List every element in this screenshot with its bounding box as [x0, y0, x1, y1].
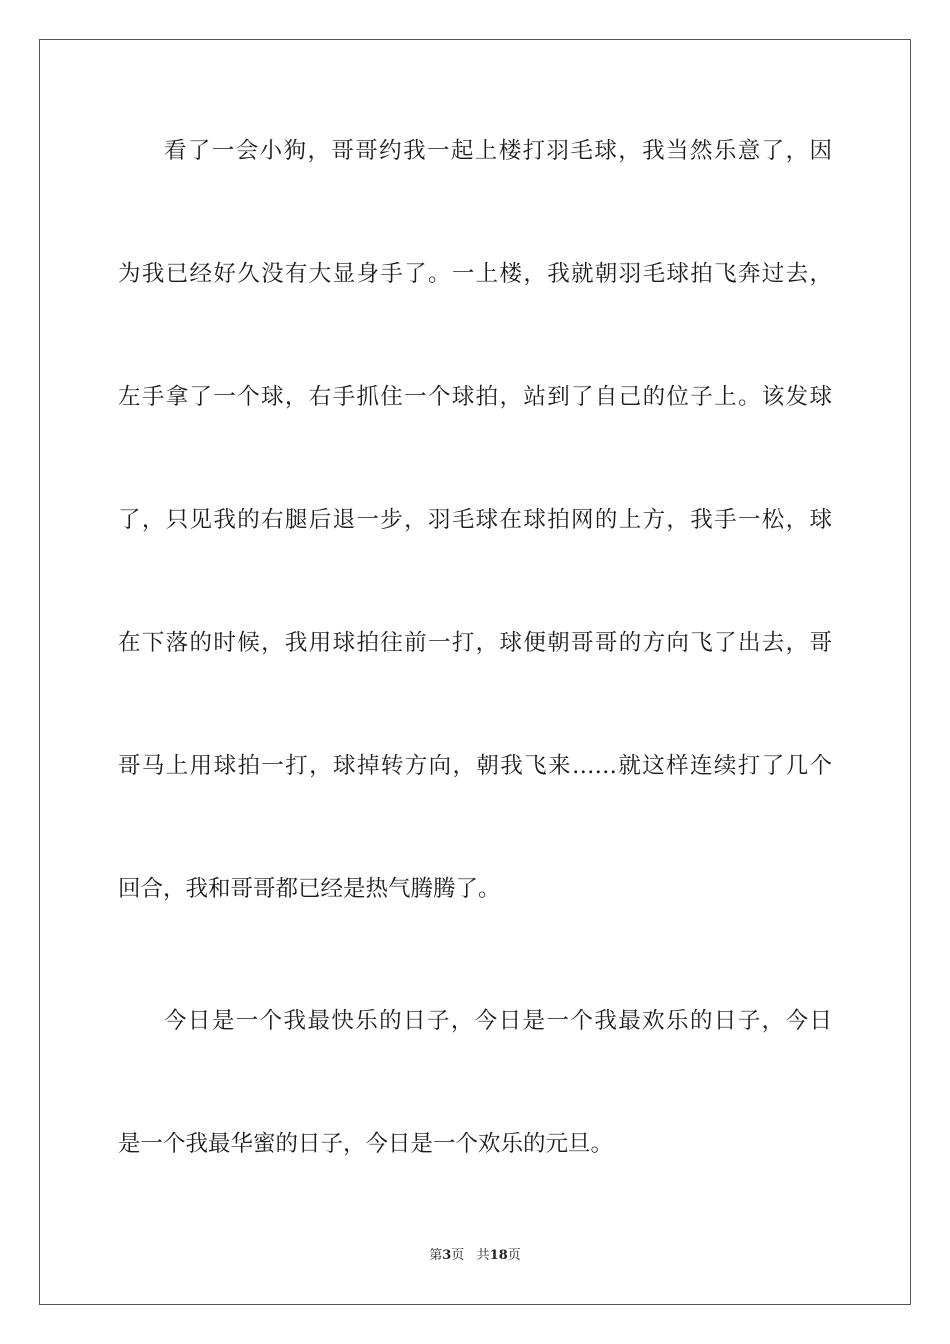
paragraph-1-line-6: 哥马上用球拍一打，球掉转方向，朝我飞来……就这样连续打了几个 — [118, 753, 832, 779]
total-prefix: 共 — [476, 1248, 490, 1263]
total-pages: 18 — [489, 1248, 508, 1263]
total-suffix: 页 — [507, 1248, 521, 1263]
paragraph-2-line-2: 是一个我最华蜜的日子，今日是一个欢乐的元旦。 — [118, 1131, 614, 1157]
paragraph-1-line-1: 看了一会小狗，哥哥约我一起上楼打羽毛球，我当然乐意了，因 — [164, 138, 832, 164]
paragraph-1-line-4: 了，只见我的右腿后退一步，羽毛球在球拍网的上方，我手一松，球 — [118, 507, 832, 533]
page-number: 3 — [442, 1248, 452, 1263]
page-suffix: 页 — [451, 1248, 465, 1263]
paragraph-1-line-7: 回合，我和哥哥都已经是热气腾腾了。 — [118, 876, 501, 902]
page-footer — [0, 1247, 950, 1265]
paragraph-1-line-3: 左手拿了一个球，右手抓住一个球拍，站到了自己的位子上。该发球 — [118, 384, 832, 410]
paragraph-1-line-2: 为我已经好久没有大显身手了。一上楼，我就朝羽毛球拍飞奔过去， — [118, 261, 832, 287]
page-prefix: 第 — [429, 1248, 443, 1263]
paragraph-1-line-5: 在下落的时候，我用球拍往前一打，球便朝哥哥的方向飞了出去，哥 — [118, 630, 832, 656]
page-border — [39, 39, 911, 1305]
paragraph-2-line-1: 今日是一个我最快乐的日子，今日是一个我最欢乐的日子，今日 — [164, 1008, 832, 1034]
